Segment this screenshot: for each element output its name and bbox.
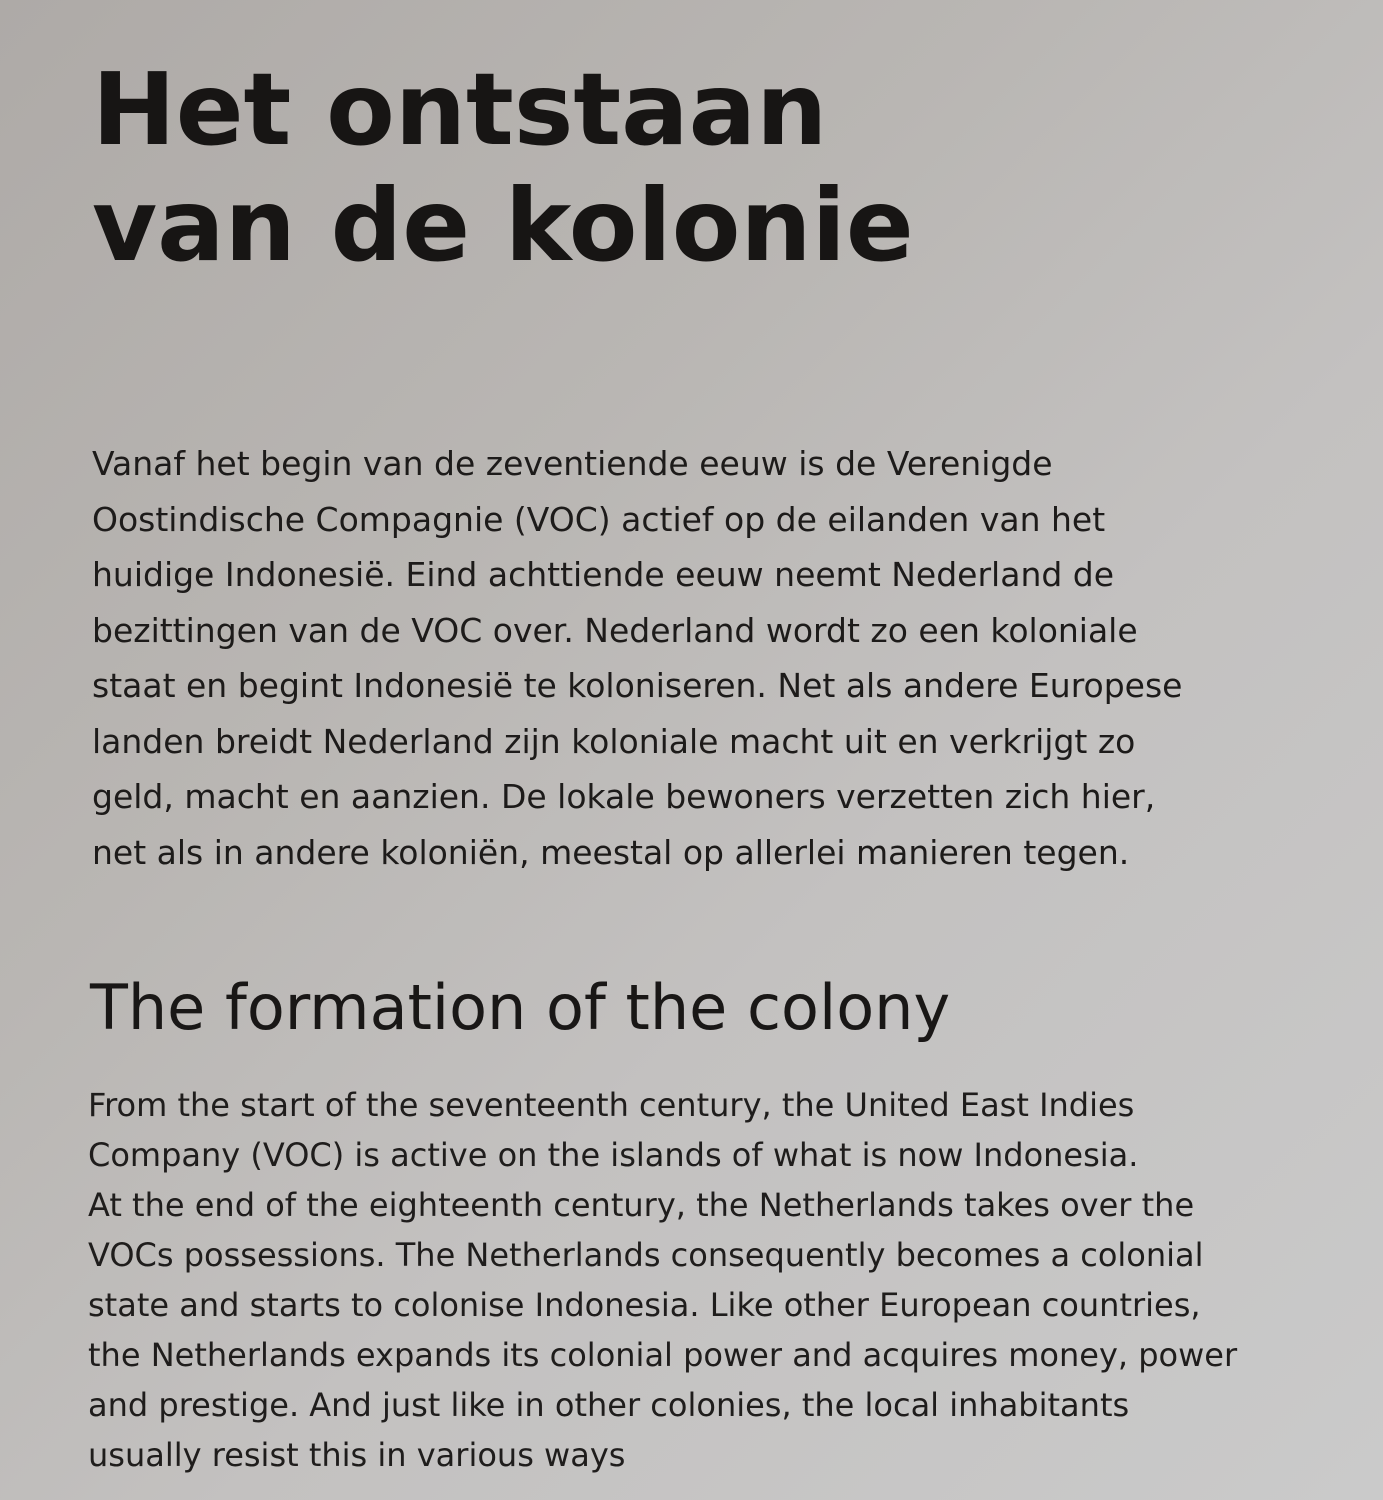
dutch-body-line: net als in andere koloniën, meestal op allerlei manieren tegen.	[92, 832, 1130, 872]
dutch-title-line: van de kolonie	[92, 167, 914, 284]
dutch-body-text	[92, 436, 1362, 880]
dutch-body-line: landen breidt Nederland zijn koloniale macht uit en verkrijgt zo	[92, 721, 1136, 761]
english-body-line: At the end of the eighteenth century, the Netherlands takes over the	[88, 1186, 1195, 1224]
english-body-line: Company (VOC) is active on the islands of what is now Indonesia.	[88, 1136, 1139, 1174]
dutch-body-line: huidige Indonesië. Eind achttiende eeuw neemt Nederland de	[92, 555, 1115, 594]
english-body-line: usually resist this in various ways	[88, 1436, 626, 1474]
dutch-title	[92, 52, 914, 284]
english-title: The formation of the colony	[90, 971, 951, 1044]
dutch-body-line: geld, macht en aanzien. De lokale bewoners verzetten zich hier,	[92, 777, 1156, 816]
dutch-body-line: Vanaf het begin van de zeventiende eeuw is de Verenigde	[92, 444, 1053, 483]
dutch-body-line: staat en begint Indonesië te koloniseren. Net als andere Europese	[92, 666, 1183, 705]
dutch-body-line: bezittingen van de VOC over. Nederland wordt zo een koloniale	[92, 610, 1138, 650]
english-body-line: From the start of the seventeenth century, the United East Indies	[88, 1086, 1135, 1124]
english-body-line: VOCs possessions. The Netherlands consequently becomes a colonial	[88, 1236, 1204, 1274]
dutch-title-line: Het ontstaan	[92, 51, 828, 168]
english-body-line: and prestige. And just like in other colonies, the local inhabitants	[88, 1386, 1130, 1424]
english-body-line: the Netherlands expands its colonial power and acquires money, power	[88, 1336, 1238, 1374]
english-body-line: state and starts to colonise Indonesia. Like other European countries,	[88, 1286, 1201, 1324]
english-body-text	[88, 1080, 1368, 1480]
dutch-body-line: Oostindische Compagnie (VOC) actief op de eilanden van het	[92, 499, 1106, 539]
